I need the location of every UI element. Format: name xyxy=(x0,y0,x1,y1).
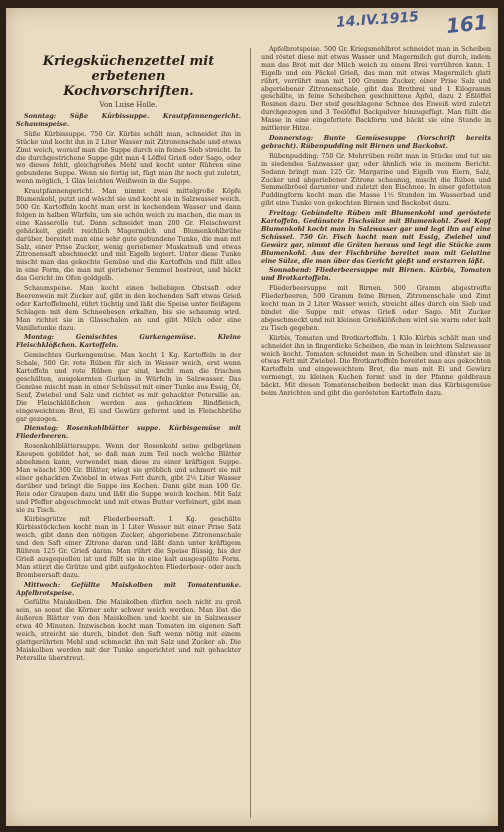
title-line-1: Kriegsküchenzettel mit erbetenen xyxy=(42,54,215,84)
paragraph: Kürbisgrütze mit Fliederbeersaft. 1 Kg. geschälte Kürbisstückchen kocht man in 1 Liter Wasser mit einer Prise Salz weich, gibt dann den nötigen Zucker, abgeriebene Zitronenschale und den Saft einer Zitrone daran und läßt dann unter kräftigem Rühren 125 Gr. Grieß daran. Man rührt die Speise flüssig, bis der Grieß ausgequollen ist und füllt sie in eine kalt ausgespülte Form. Man stürzt die Grütze und gibt aufgekochten Fliederbeer- oder auch Brombeersaft dazu. xyxy=(16,515,241,579)
paragraph: Gemischtes Gurkengemüse. Man kocht 1 Kg. Kartoffeln in der Schale, 500 Gr. rote Rüben für sich in Wasser weich, erst wenn Kartoffeln und rote Rüben gar sind, kocht man die frischen geschälten, ausgekernten Gurken in Würfeln in Salzwasser. Das Gemüse mischt man in einer Schüssel mit einer Tunke aus Essig, Öl, Senf, Zwiebel und Salz und richtet es mit gehackter Petersilie an. Die Fleischklößchen werden aus gehacktem Rindfleisch, eingeweichtem Brot, Ei und Gewürz geformt und in Fleischbrühe gar gezogen. xyxy=(16,351,241,423)
paragraph: Krautpfannengericht. Man nimmt zwei mittelgroße Köpfe Blumenkohl, putzt und wäscht sie und kocht sie in Salzwasser weich. 500 Gr. Kartoffeln kocht man erst in kochendem Wasser und dann folgen in halben Würfeln, um sie schön weich zu machen, die man in eine Kasserolle tut. Dann schneidet man 200 Gr. Fleischwurst gehäckelt, gießt reichlich Magermilch und Blumenkohlbrühe darüber, bereitet man eine sehr gute gebundene Tunke, die man mit Salz, einer Prise Zucker, wenig geriebener Muskatnuß und etwas Zitronensaft abschmeckt und mit Eigelb legiert. Unter diese Tunke mischt man das gekochte Gemüse und die Kartoffeln und füllt alles in eine Form, die man mit geriebener Semmel bestreut, und bäckt das Gericht im Ofen goldgelb. xyxy=(16,187,241,283)
handwritten-number: 161 xyxy=(444,9,489,39)
paragraph: Sonntag: Süße Kürbissuppe. Krautpfannengericht. Schaumspeise. xyxy=(16,112,241,128)
paragraph: Freitag: Gebündelte Rüben mit Blumenkohl und geröstete Kartoffeln. Gedünstete Fischsülze mit Blumenkohl. Zwei Kopf Blumenkohl kocht man in Salzwasser gar und legt ihn auf eine Schüssel. 750 Gr. Fisch kocht man mit Essig, Zwiebel und Gewürz gar, nimmt die Gräten heraus und legt die Stücke zum Blumenkohl. Aus der Fischbrühe bereitet man mit Gelatine eine Sülze, die man über das Gericht gießt und erstarren läßt. xyxy=(261,209,491,265)
article-author: Von Luise Holle. xyxy=(99,101,158,109)
paragraph: Apfelbrotspeise. 500 Gr. Kriegsmehlbrot schneidet man in Scheiben und röstet diese mit etwas Wasser und Magermilch gut durch, indem man das Brot mit der Milch weich zu einem Brei verrühren kann. 1 Eigelb und ein Päckel Grieß, das man mit etwas Magermilch glatt rührt, verrührt man mit 100 Gramm Zucker, einer Prise Salz und abgeriebener Zitronenschale, gibt das Brotbrei und 1 Kilogramm geschälte, in feine Scheibchen geschnittene Äpfel, dazu 2 Eßlöffel Rosinen dazu. Der steif geschlagene Schnee des Eiweiß wird zuletzt durchgezogen und 3 Teelöffel Backpulver hinzugefügt. Man füllt die Masse in eine eingefettete Backform und bäckt sie eine Stunde in mittlerer Hitze. xyxy=(261,46,491,133)
paragraph: Fliederbeersuppe mit Birnen. 500 Gramm abgestreifte Fliederbeeren, 500 Gramm feine Birnen, Zitronenschale und Zimt kocht man in 2 Liter Wasser weich, streicht alles durch ein Sieb und bindet die Suppe mit etwas Grieß oder Sago. Mit Zucker abgeschmeckt und mit kleinen Grießklößchen wird sie warm oder kalt zu Tisch gegeben. xyxy=(261,284,491,332)
title-line-2: Kochvorschriften. xyxy=(63,84,194,99)
paragraph: Montag: Gemischtes Gurkengemüse. Kleine Fleischklößchen. Kartoffeln. xyxy=(16,333,241,350)
paragraph: Kürbis, Tomaten und Brotkartoffeln. 1 Kilo Kürbis schält man und schneidet ihn in fingerdicke Scheiben, die man in leichtem Salzwasser weich kocht. Tomaten schneidet man in Scheiben und dünstet sie in etwas Fett mit Zwiebel. Die Brotkartoffeln bereitet man aus gekochten Kartoffeln und eingeweichtem Brot, die man mit Ei und Gewürz vermengt, zu kleinen Kuchen formt und in der Pfanne goldbraun bäckt. Mit diesen Tomatenscheiben bedeckt man das Kürbisgemüse beim Anrichten und gibt die gerösteten Kartoffeln dazu. xyxy=(261,333,491,398)
left-column xyxy=(16,50,241,820)
paragraph: Gefüllte Maiskolben. Die Maiskolben dürfen noch nicht zu groß sein, so sonst die Körner sehr schwer weich werden. Man löst die äußeren Blätter von den Maiskolben und kocht sie in Salzwasser etwa 40 Minuten. Inzwischen kocht man Tomaten im eigenen Saft weich, streicht sie durch, bindet den Saft wenn nötig mit einem glattgerührten Mehl und schmeckt ihn mit Salz und Zucker ab. Die Maiskolben werden mit der Tunke angerichtet und mit gehackter Petersilie überstreut. xyxy=(16,598,241,662)
newspaper-clipping xyxy=(6,8,498,826)
paragraph: Rosenkohlblättersuppe. Wenn der Rosenkohl seine gelbgrünen Knospen gebildet hat, so daß man zum Teil noch welche Blätter abnehmen kann, verwendet man diese zu einer kräftigen Suppe. Man wäscht 300 Gr. Blätter, wiegt sie gröblich und schmort sie mit einer gehackten Zwiebel in etwas Fett durch, gibt 2½ Liter Wasser darüber und bringt die Suppe ins Kochen. Dann gibt man 100 Gr. Reis oder Graupen dazu und läßt die Suppe weich kochen. Mit Salz und Pfeffer abgeschmeckt und mit etwas Butter verfeinert, gibt man sie zu Tisch. xyxy=(16,442,241,514)
paragraph: Dienstag: Rosenkohlblätter suppe. Kürbisgemüse mit Fliederbeeren. xyxy=(16,424,241,441)
paragraph: Süße Kürbissuppe. 750 Gr. Kürbis schält man, schneidet ihn in Stücke und kocht ihn in 2 Liter Wasser mit Zitronenschale und etwas Zimt weich, worauf man die Suppe durch ein feines Sieb streicht. In die durchgestrichene Suppe gibt man 4 Löffel Grieß oder Sago, oder wo dieses fehlt, gleichgroßes Mehl und kocht unter Rühren eine gebundene Suppe. Wenn sie fertig ist, fügt man ihr noch gut zuletzt, wenn möglich, 1 Glas leichten Weißwein in die Suppe. xyxy=(16,129,241,186)
paragraph: Donnerstag: Bunte Gemüsesuppe (Vorschrift bereits gebracht). Rübenpudding mit Birnen und Backobst. xyxy=(261,133,491,150)
handwritten-date: 14.IV.1915 xyxy=(335,9,420,31)
paragraph: Sonnabend: Fliederbeersuppe mit Birnen. Kürbis, Tomaten und Brotkartoffeln. xyxy=(261,266,491,283)
right-column xyxy=(261,46,491,820)
right-paragraphs xyxy=(261,46,491,398)
paragraph: Schaumspeise. Man kocht einen beliebigen Obstsaft oder Beerenwein mit Zucker auf, gibt in den kochenden Saft etwas Grieß oder Kartoffelmehl, rührt tüchtig und läßt die Speise unter fleißigem Schlagen mit dem Schneebesen erkalten, bis sie schaumig wird. Man richtet sie in Glasschalen an und gibt Milch oder eine Vanilletunke dazu. xyxy=(16,284,241,332)
left-paragraphs xyxy=(16,113,241,663)
article-title xyxy=(16,54,241,99)
paragraph: Rübenpudding: 750 Gr. Mohrrüben reibt man in Stücke und tut sie in siedendes Salzwasser gar, oder ähnlich wie in meinem Bericht. Sodann bringt man 125 Gr. Margarine und Eigelb von Eiern, Salz, Zucker und abgeriebener Zitrone schaumig, mischt die Rüben und Semmelbrösel darunter und zuletzt den Eischnee. In einer gefetteten Puddingform kocht man die Masse 1½ Stunden im Wasserbad und gibt eine Tunke von gekochten Birnen und Backobst dazu. xyxy=(261,151,491,208)
paragraph: Mittwoch: Gefüllte Maiskolben mit Tomatentunke. Apfelbrotspeise. xyxy=(16,580,241,597)
column-divider xyxy=(250,48,251,818)
